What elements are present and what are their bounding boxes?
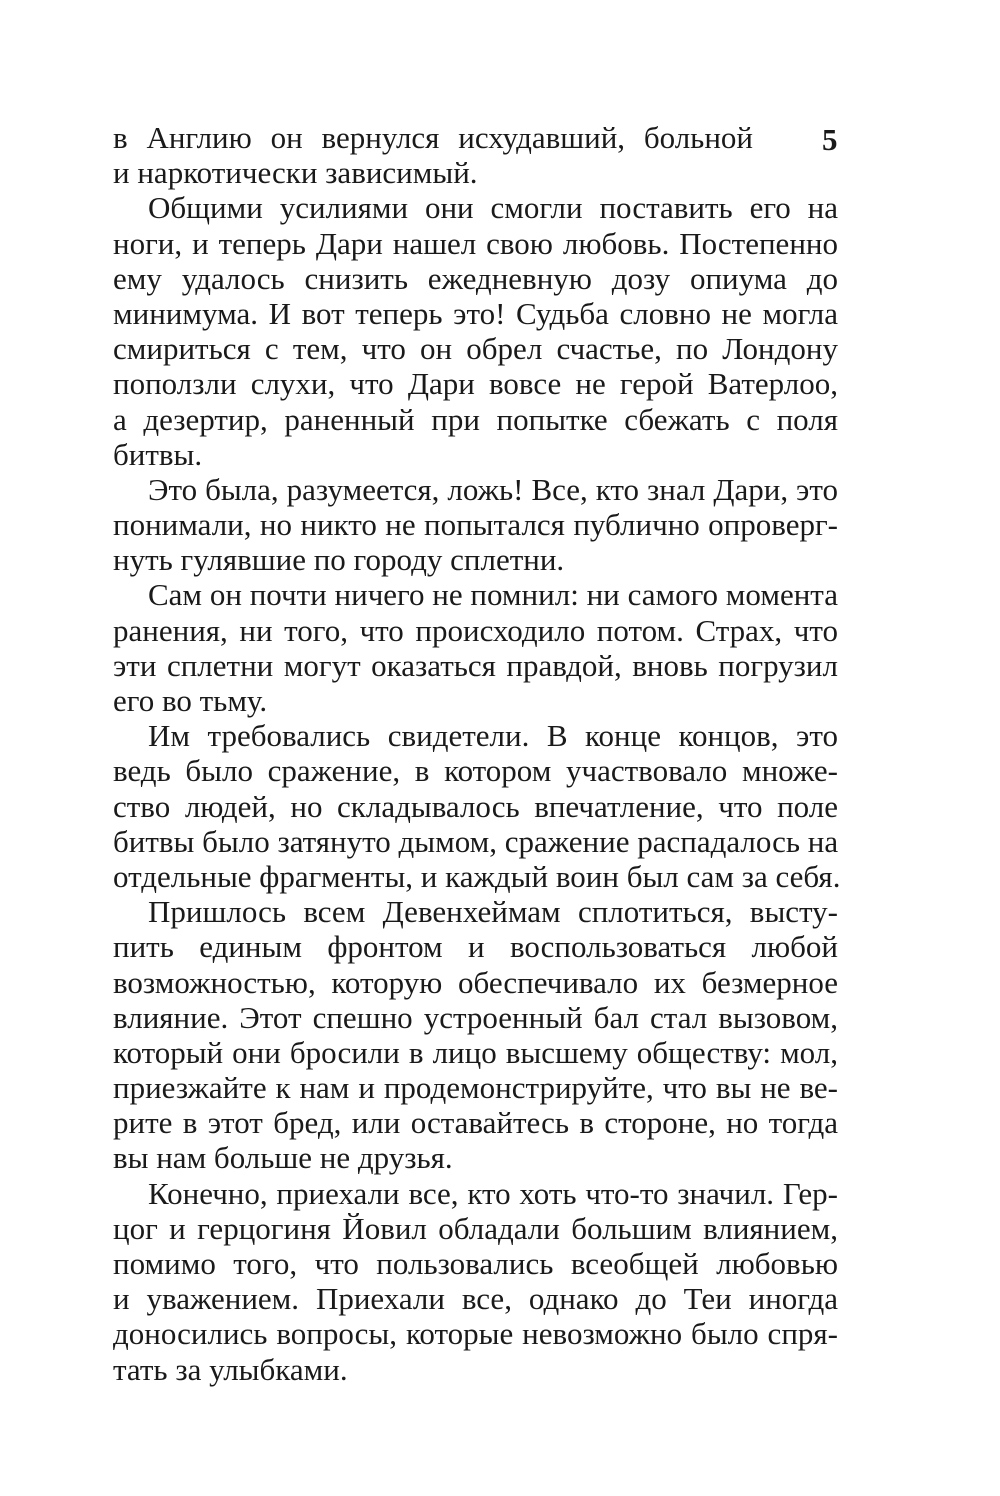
text-line: Это была, разумеется, ложь! Все, кто знал Дари, это [148, 471, 838, 507]
text-line: тать за улыбками. [113, 1351, 348, 1387]
text-line: ведь было сражение, в котором участвовало множе- [113, 753, 838, 789]
text-line: доносились вопросы, которые невозможно было спря- [113, 1316, 838, 1352]
text-line: ноги, и теперь Дари нашел свою любовь. Постепенно [113, 225, 838, 261]
body-text [113, 120, 841, 1387]
text-line: помимо того, что пользовались всеобщей любовью [113, 1246, 838, 1281]
text-line: битвы было затянуто дымом, сражение распадалось на [113, 823, 839, 859]
text-line: минимума. И вот теперь это! Судьба словно не могла [113, 295, 838, 331]
text-line: рите в этот бред, или оставайтесь в стороне, но тогда [113, 1105, 838, 1141]
text-line: вы нам больше не друзья. [113, 1140, 453, 1176]
text-line: нуть гулявшие по городу сплетни. [113, 542, 565, 578]
text-line: и наркотически зависимый. [113, 155, 478, 191]
page-number: 5 [822, 122, 838, 157]
text-line: смириться с тем, что он обрел счастье, по Лондону [113, 331, 838, 367]
text-line: и уважением. Приехали все, однако до Теи иногда [113, 1281, 838, 1317]
text-line: который они бросили в лицо высшему обществу: мол, [113, 1034, 838, 1070]
text-line: в Англию он вернулся исхудавший, больной [113, 120, 753, 155]
text-line: пить единым фронтом и воспользоваться любой [113, 929, 838, 965]
text-line: битвы. [113, 436, 203, 472]
text-line: поползли слухи, что Дари вовсе не герой Ватерлоо, [113, 366, 838, 402]
text-line: ство людей, но складывалось впечатление, что поле [113, 788, 838, 824]
text-line: приезжайте к нам и продемонстрируйте, что вы не ве- [113, 1070, 838, 1106]
text-line: эти сплетни могут оказаться правдой, вновь погрузил [113, 647, 838, 683]
text-line: цог и герцогиня Йовил обладали большим влиянием, [113, 1210, 838, 1246]
text-line: ранения, ни того, что происходило потом. Страх, что [113, 612, 838, 648]
text-line: а дезертир, раненный при попытке сбежать с поля [113, 401, 838, 437]
text-line: отдельные фрагменты, и каждый воин был сам за себя. [113, 858, 841, 894]
text-line: возможностью, которую обеспечивало их безмерное [113, 964, 838, 1000]
text-line: Конечно, приехали все, кто хоть что-то значил. Гер- [148, 1175, 838, 1211]
text-line: Пришлось всем Девенхеймам сплотиться, высту- [148, 894, 838, 930]
text-line: Сам он почти ничего не помнил: ни самого момента [148, 577, 838, 613]
text-line: влияние. Этот спешно устроенный бал стал вызовом, [113, 999, 838, 1035]
text-line: Общими усилиями они смогли поставить его на [148, 190, 838, 226]
text-line: ему удалось снизить ежедневную дозу опиума до [113, 260, 838, 296]
text-line: понимали, но никто не попытался публично опроверг- [113, 507, 838, 543]
text-line: Им требовались свидетели. В конце концов, это [148, 718, 838, 754]
text-line: его во тьму. [113, 683, 268, 718]
